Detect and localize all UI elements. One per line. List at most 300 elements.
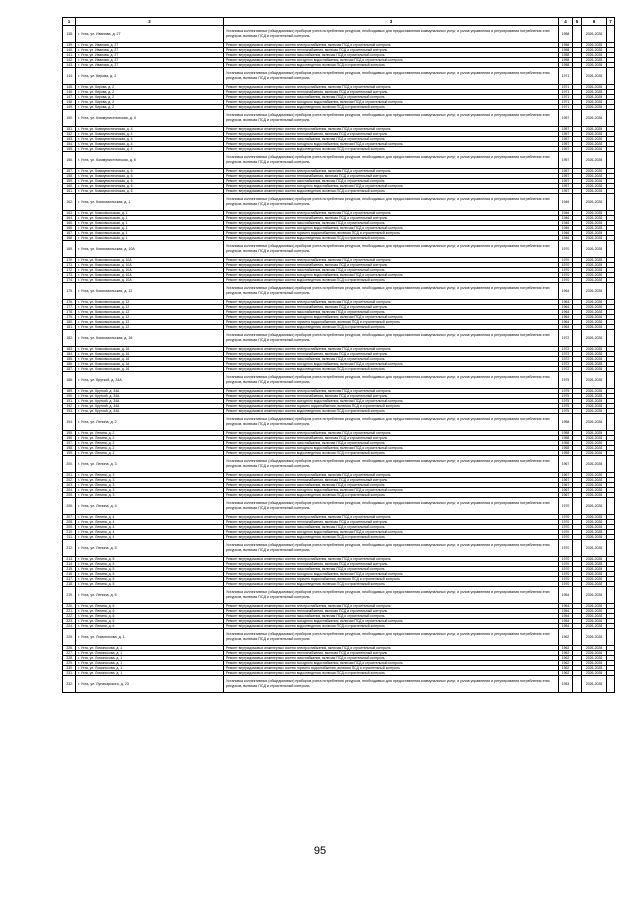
empty-cell bbox=[607, 629, 615, 646]
year-cell: 1962 bbox=[559, 666, 573, 671]
year-cell: 1972 bbox=[559, 330, 573, 347]
address-cell: г. Ухта, ул. Коммунистическая, д. 4 bbox=[76, 127, 224, 132]
work-type-cell: Установка коллективных (общедомовых) приборов учета потребления ресурсов, необходимых для предоставления коммунальных услуг, и узлов управления и регулирования потребления этих ресурсов, включая ПСД и строительный контроль bbox=[224, 283, 559, 300]
works-table bbox=[62, 17, 615, 693]
address-cell: г. Ухта, ул. Ленина, д. 4 bbox=[76, 520, 224, 525]
empty-cell bbox=[607, 498, 615, 515]
year-cell: 1958 bbox=[559, 26, 573, 43]
empty-cell bbox=[573, 676, 582, 693]
address-cell: г. Ухта, ул. Комсомольская, д. 1 bbox=[76, 221, 224, 226]
period-cell: 2026-2028 bbox=[582, 520, 607, 525]
row-number: 164. bbox=[63, 216, 76, 221]
work-type-cell: Установка коллективных (общедомовых) приборов учета потребления ресурсов, необходимых для предоставления коммунальных услуг, и узлов управления и регулирования потребления этих ресурсов, включая ПСД и строительный контроль bbox=[224, 152, 559, 169]
year-cell: 1970 bbox=[559, 258, 573, 263]
work-type-cell: Ремонт внутридомовых инженерных систем водоотведения, включая ПСД и строительный контроль bbox=[224, 582, 559, 587]
work-type-cell: Ремонт внутридомовых инженерных систем электроснабжения, включая ПСД и строительный контроль bbox=[224, 604, 559, 609]
work-type-cell: Ремонт внутридомовых инженерных систем теплоснабжения, включая ПСД и строительный контроль bbox=[224, 520, 559, 525]
year-cell: 1970 bbox=[559, 567, 573, 572]
work-type-cell: Установка коллективных (общедомовых) приборов учета потребления ресурсов, необходимых для предоставления коммунальных услуг, и узлов управления и регулирования потребления этих ресурсов, включая ПСД и строительный контроль bbox=[224, 26, 559, 43]
row-number: 229. bbox=[63, 661, 76, 666]
year-cell: 1970 bbox=[559, 273, 573, 278]
work-type-cell: Ремонт внутридомовых инженерных систем теплоснабжения, включая ПСД и строительный контроль bbox=[224, 609, 559, 614]
period-cell: 2026-2028 bbox=[582, 357, 607, 362]
work-type-cell: Ремонт внутридомовых инженерных систем газоснабжения, включая ПСД и строительный контроль bbox=[224, 221, 559, 226]
row-number: 203. bbox=[63, 483, 76, 488]
period-cell: 2026-2028 bbox=[582, 651, 607, 656]
row-number: 219. bbox=[63, 587, 76, 604]
table-row bbox=[63, 330, 615, 347]
register-sheet bbox=[62, 17, 614, 693]
address-cell: г. Ухта, ул. Ломоносова, д. 1 bbox=[76, 646, 224, 651]
address-cell: г. Ухта, ул. Коммунистическая, д. 4 bbox=[76, 110, 224, 127]
column-number-header bbox=[63, 18, 615, 26]
work-type-cell: Ремонт внутридомовых инженерных систем холодного водоснабжения, включая ПСД и строительный контроль bbox=[224, 58, 559, 63]
year-cell: 1972 bbox=[559, 352, 573, 357]
address-cell: г. Ухта, ул. Комсомольская, д. 1 bbox=[76, 231, 224, 236]
row-number: 202. bbox=[63, 478, 76, 483]
period-cell: 2026-2028 bbox=[582, 278, 607, 283]
row-number: 173. bbox=[63, 273, 76, 278]
table-row bbox=[63, 68, 615, 85]
work-type-cell: Ремонт внутридомовых инженерных систем водоотведения, включая ПСД и строительный контроль bbox=[224, 325, 559, 330]
work-type-cell: Ремонт внутридомовых инженерных систем электроснабжения, включая ПСД и строительный контроль bbox=[224, 646, 559, 651]
year-cell: 1962 bbox=[559, 651, 573, 656]
year-cell: 1962 bbox=[559, 629, 573, 646]
address-cell: г. Ухта, ул. Круткой, д. 34А bbox=[76, 372, 224, 389]
year-cell: 1967 bbox=[559, 483, 573, 488]
row-number: 181. bbox=[63, 325, 76, 330]
work-type-cell: Ремонт внутридомовых инженерных систем холодного водоснабжения, включая ПСД и строительный контроль bbox=[224, 362, 559, 367]
work-type-cell: Установка коллективных (общедомовых) приборов учета потребления ресурсов, необходимых для предоставления коммунальных услуг, и узлов управления и регулирования потребления этих ресурсов, включая ПСД и строительный контроль bbox=[224, 68, 559, 85]
period-cell: 2026-2028 bbox=[582, 540, 607, 557]
row-number: 204. bbox=[63, 488, 76, 493]
address-cell: г. Ухта, ул. Иванова, д. 27 bbox=[76, 48, 224, 53]
year-cell: 1957 bbox=[559, 184, 573, 189]
row-number: 228. bbox=[63, 656, 76, 661]
year-cell: 1975 bbox=[559, 394, 573, 399]
row-number: 184. bbox=[63, 352, 76, 357]
work-type-cell: Ремонт внутридомовых инженерных систем горячего водоснабжения, включая ПСД и строительный контроль bbox=[224, 320, 559, 325]
address-cell: г. Ухта, ул. Комсомольская, д. 12 bbox=[76, 320, 224, 325]
address-cell: г. Ухта, ул. Ломоносова, д. 1 bbox=[76, 629, 224, 646]
year-cell: 1957 bbox=[559, 147, 573, 152]
address-cell: г. Ухта, ул. Ленина, д. 2 bbox=[76, 441, 224, 446]
address-cell: г. Ухта, ул. Иванова, д. 27 bbox=[76, 53, 224, 58]
address-cell: г. Ухта, ул. Комсомольская, д. 1 bbox=[76, 226, 224, 231]
empty-cell bbox=[607, 152, 615, 169]
work-type-cell: Ремонт внутридомовых инженерных систем газоснабжения, включая ПСД и строительный контроль bbox=[224, 268, 559, 273]
work-type-cell: Ремонт внутридомовых инженерных систем теплоснабжения, включая ПСД и строительный контроль bbox=[224, 174, 559, 179]
address-cell: г. Ухта, ул. Ленина, д. 6 bbox=[76, 604, 224, 609]
work-type-cell: Ремонт внутридомовых инженерных систем газоснабжения, включая ПСД и строительный контроль bbox=[224, 525, 559, 530]
work-type-cell: Ремонт внутридомовых инженерных систем газоснабжения, включая ПСД и строительный контроль bbox=[224, 179, 559, 184]
period-cell: 2026-2028 bbox=[582, 614, 607, 619]
work-type-cell: Ремонт внутридомовых инженерных систем водоотведения, включая ПСД и строительный контроль bbox=[224, 63, 559, 68]
row-number: 183. bbox=[63, 347, 76, 352]
period-cell: 2026-2028 bbox=[582, 671, 607, 676]
work-type-cell: Ремонт внутридомовых инженерных систем водоотведения, включая ПСД и строительный контроль bbox=[224, 278, 559, 283]
year-cell: 1946 bbox=[559, 211, 573, 216]
empty-cell bbox=[607, 241, 615, 258]
work-type-cell: Ремонт внутридомовых инженерных систем электроснабжения, включая ПСД и строительный контроль bbox=[224, 43, 559, 48]
work-type-cell: Установка коллективных (общедомовых) приборов учета потребления ресурсов, необходимых для предоставления коммунальных услуг, и узлов управления и регулирования потребления этих ресурсов, включая ПСД и строительный контроль bbox=[224, 110, 559, 127]
row-number: 166. bbox=[63, 226, 76, 231]
year-cell: 1946 bbox=[559, 236, 573, 241]
address-cell: г. Ухта, ул. Ленина, д. 4 bbox=[76, 530, 224, 535]
year-cell: 1954 bbox=[559, 587, 573, 604]
period-cell: 2026-2028 bbox=[582, 367, 607, 372]
address-cell: г. Ухта, ул. Ленина, д. 3 bbox=[76, 478, 224, 483]
row-number: 150. bbox=[63, 110, 76, 127]
year-cell: 1975 bbox=[559, 389, 573, 394]
address-cell: г. Ухта, ул. Ленина, д. 3 bbox=[76, 483, 224, 488]
work-type-cell: Установка коллективных (общедомовых) приборов учета потребления ресурсов, необходимых для предоставления коммунальных услуг, и узлов управления и регулирования потребления этих ресурсов, включая ПСД и строительный контроль bbox=[224, 587, 559, 604]
empty-cell bbox=[607, 676, 615, 693]
period-cell: 2026-2028 bbox=[582, 268, 607, 273]
period-cell: 2026-2028 bbox=[582, 226, 607, 231]
year-cell: 1962 bbox=[559, 671, 573, 676]
table-row bbox=[63, 241, 615, 258]
period-cell: 2026-2028 bbox=[582, 305, 607, 310]
year-cell: 1957 bbox=[559, 169, 573, 174]
row-number: 231. bbox=[63, 671, 76, 676]
row-number: 145. bbox=[63, 85, 76, 90]
empty-cell bbox=[573, 587, 582, 604]
address-cell: г. Ухта, ул. Ленина, д. 4 bbox=[76, 525, 224, 530]
table-row bbox=[63, 26, 615, 43]
period-cell: 2026-2028 bbox=[582, 221, 607, 226]
address-cell: г. Ухта, ул. Коммунистическая, д. 4 bbox=[76, 142, 224, 147]
row-number: 213. bbox=[63, 557, 76, 562]
period-cell: 2026-2028 bbox=[582, 483, 607, 488]
work-type-cell: Ремонт внутридомовых инженерных систем водоотведения, включая ПСД и строительный контроль bbox=[224, 105, 559, 110]
work-type-cell: Ремонт внутридомовых инженерных систем электроснабжения, включая ПСД и строительный контроль bbox=[224, 557, 559, 562]
year-cell: 1962 bbox=[559, 656, 573, 661]
period-cell: 2026-2028 bbox=[582, 127, 607, 132]
period-cell: 2026-2028 bbox=[582, 535, 607, 540]
table-row bbox=[63, 372, 615, 389]
work-type-cell: Ремонт внутридомовых инженерных систем электроснабжения, включая ПСД и строительный контроль bbox=[224, 211, 559, 216]
work-type-cell: Ремонт внутридомовых инженерных систем водоотведения, включая ПСД и строительный контроль bbox=[224, 671, 559, 676]
year-cell: 1971 bbox=[559, 95, 573, 100]
year-cell: 1970 bbox=[559, 520, 573, 525]
row-number: 205. bbox=[63, 493, 76, 498]
empty-cell bbox=[573, 194, 582, 211]
address-cell: г. Ухта, ул. Комсомольская, д. 10А bbox=[76, 268, 224, 273]
period-cell: 2026-2028 bbox=[582, 194, 607, 211]
address-cell: г. Ухта, ул. Комсомольская, д. 12 bbox=[76, 310, 224, 315]
year-cell: 1975 bbox=[559, 409, 573, 414]
address-cell: г. Ухта, ул. Комсомольская, д. 12 bbox=[76, 300, 224, 305]
work-type-cell: Ремонт внутридомовых инженерных систем газоснабжения, включая ПСД и строительный контроль bbox=[224, 441, 559, 446]
period-cell: 2026-2028 bbox=[582, 211, 607, 216]
period-cell: 2026-2028 bbox=[582, 352, 607, 357]
row-number: 194. bbox=[63, 414, 76, 431]
work-type-cell: Ремонт внутридомовых инженерных систем холодного водоснабжения, включая ПСД и строительный контроль bbox=[224, 315, 559, 320]
year-cell: 1970 bbox=[559, 268, 573, 273]
address-cell: г. Ухта, ул. Ленина, д. 2 bbox=[76, 414, 224, 431]
period-cell: 2026-2028 bbox=[582, 451, 607, 456]
year-cell: 1962 bbox=[559, 646, 573, 651]
year-cell: 1972 bbox=[559, 362, 573, 367]
row-number: 189. bbox=[63, 389, 76, 394]
year-cell: 1972 bbox=[559, 347, 573, 352]
column-number: 5 bbox=[573, 18, 582, 26]
address-cell: г. Ухта, ул. Ломоносова, д. 1 bbox=[76, 666, 224, 671]
row-number: 199. bbox=[63, 451, 76, 456]
period-cell: 2026-2028 bbox=[582, 137, 607, 142]
work-type-cell: Ремонт внутридомовых инженерных систем холодного водоснабжения, включая ПСД и строительный контроль bbox=[224, 488, 559, 493]
address-cell: г. Ухта, ул. Ленина, д. 5 bbox=[76, 562, 224, 567]
row-number: 210. bbox=[63, 530, 76, 535]
period-cell: 2026-2028 bbox=[582, 362, 607, 367]
row-number: 155. bbox=[63, 147, 76, 152]
work-type-cell: Установка коллективных (общедомовых) приборов учета потребления ресурсов, необходимых для предоставления коммунальных услуг, и узлов управления и регулирования потребления этих ресурсов, включая ПСД и строительный контроль bbox=[224, 456, 559, 473]
work-type-cell: Ремонт внутридомовых инженерных систем водоотведения, включая ПСД и строительный контроль bbox=[224, 535, 559, 540]
period-cell: 2026-2028 bbox=[582, 666, 607, 671]
work-type-cell: Ремонт внутридомовых инженерных систем холодного водоснабжения, включая ПСД и строительный контроль bbox=[224, 446, 559, 451]
row-number: 190. bbox=[63, 394, 76, 399]
period-cell: 2026-2028 bbox=[582, 105, 607, 110]
row-number: 186. bbox=[63, 362, 76, 367]
address-cell: г. Ухта, ул. Ленина, д. 5 bbox=[76, 540, 224, 557]
address-cell: г. Ухта, ул. Ленина, д. 3 bbox=[76, 488, 224, 493]
empty-cell bbox=[607, 372, 615, 389]
period-cell: 2026-2028 bbox=[582, 488, 607, 493]
row-number: 217. bbox=[63, 577, 76, 582]
row-number: 154. bbox=[63, 142, 76, 147]
row-number: 161. bbox=[63, 189, 76, 194]
work-type-cell: Ремонт внутридомовых инженерных систем водоотведения, включая ПСД и строительный контроль bbox=[224, 624, 559, 629]
row-number: 195. bbox=[63, 431, 76, 436]
period-cell: 2026-2028 bbox=[582, 557, 607, 562]
year-cell: 1967 bbox=[559, 493, 573, 498]
address-cell: г. Ухта, ул. Комсомольская, д. 1 bbox=[76, 194, 224, 211]
address-cell: г. Ухта, ул. Комсомольская, д. 16 bbox=[76, 367, 224, 372]
year-cell: 1953 bbox=[559, 676, 573, 693]
period-cell: 2026-2028 bbox=[582, 43, 607, 48]
period-cell: 2026-2028 bbox=[582, 216, 607, 221]
address-cell: г. Ухта, ул. Ленина, д. 3 bbox=[76, 473, 224, 478]
address-cell: г. Ухта, ул. Ломоносова, д. 1 bbox=[76, 671, 224, 676]
row-number: 160. bbox=[63, 184, 76, 189]
work-type-cell: Ремонт внутридомовых инженерных систем теплоснабжения, включая ПСД и строительный контроль bbox=[224, 263, 559, 268]
period-cell: 2026-2028 bbox=[582, 330, 607, 347]
empty-cell bbox=[573, 152, 582, 169]
empty-cell bbox=[573, 241, 582, 258]
row-number: 214. bbox=[63, 562, 76, 567]
work-type-cell: Ремонт внутридомовых инженерных систем водоотведения, включая ПСД и строительный контроль bbox=[224, 147, 559, 152]
address-cell: г. Ухта, ул. Коммунистическая, д. 4 bbox=[76, 137, 224, 142]
year-cell: 1957 bbox=[559, 189, 573, 194]
period-cell: 2026-2028 bbox=[582, 85, 607, 90]
period-cell: 2026-2028 bbox=[582, 263, 607, 268]
table-row bbox=[63, 498, 615, 515]
work-type-cell: Ремонт внутридомовых инженерных систем горячего водоснабжения, включая ПСД и строительный контроль bbox=[224, 404, 559, 409]
address-cell: г. Ухта, ул. Кирова, д. 2 bbox=[76, 90, 224, 95]
work-type-cell: Ремонт внутридомовых инженерных систем холодного водоснабжения, включая ПСД и строительный контроль bbox=[224, 273, 559, 278]
row-number: 208. bbox=[63, 520, 76, 525]
address-cell: г. Ухта, ул. Круткой, д. 34А bbox=[76, 404, 224, 409]
period-cell: 2026-2028 bbox=[582, 189, 607, 194]
row-number: 149. bbox=[63, 105, 76, 110]
work-type-cell: Ремонт внутридомовых инженерных систем теплоснабжения, включая ПСД и строительный контроль bbox=[224, 48, 559, 53]
address-cell: г. Ухта, ул. Коммунистическая, д. 4 bbox=[76, 132, 224, 137]
address-cell: г. Ухта, ул. Ленина, д. 6 bbox=[76, 614, 224, 619]
address-cell: г. Ухта, ул. Кирова, д. 2 bbox=[76, 68, 224, 85]
row-number: 182. bbox=[63, 330, 76, 347]
year-cell: 1958 bbox=[559, 446, 573, 451]
row-number: 144. bbox=[63, 68, 76, 85]
period-cell: 2026-2028 bbox=[582, 572, 607, 577]
address-cell: г. Ухта, ул. Иванова, д. 27 bbox=[76, 26, 224, 43]
row-number: 196. bbox=[63, 436, 76, 441]
year-cell: 1954 bbox=[559, 619, 573, 624]
empty-cell bbox=[607, 68, 615, 85]
year-cell: 1958 bbox=[559, 451, 573, 456]
table-row bbox=[63, 676, 615, 693]
row-number: 207. bbox=[63, 515, 76, 520]
row-number: 141. bbox=[63, 53, 76, 58]
year-cell: 1971 bbox=[559, 68, 573, 85]
row-number: 171. bbox=[63, 263, 76, 268]
row-number: 138. bbox=[63, 26, 76, 43]
work-type-cell: Ремонт внутридомовых инженерных систем водоотведения, включая ПСД и строительный контроль bbox=[224, 409, 559, 414]
year-cell: 1946 bbox=[559, 216, 573, 221]
work-type-cell: Ремонт внутридомовых инженерных систем электроснабжения, включая ПСД и строительный контроль bbox=[224, 473, 559, 478]
year-cell: 1958 bbox=[559, 43, 573, 48]
year-cell: 1958 bbox=[559, 441, 573, 446]
work-type-cell: Ремонт внутридомовых инженерных систем холодного водоснабжения, включая ПСД и строительный контроль bbox=[224, 399, 559, 404]
row-number: 178. bbox=[63, 310, 76, 315]
year-cell: 1971 bbox=[559, 90, 573, 95]
column-number: 3 bbox=[224, 18, 559, 26]
row-number: 174. bbox=[63, 278, 76, 283]
empty-cell bbox=[573, 414, 582, 431]
period-cell: 2026-2028 bbox=[582, 236, 607, 241]
row-number: 223. bbox=[63, 619, 76, 624]
table-row bbox=[63, 456, 615, 473]
address-cell: г. Ухта, ул. Ленина, д. 2 bbox=[76, 436, 224, 441]
empty-cell bbox=[607, 330, 615, 347]
empty-cell bbox=[573, 26, 582, 43]
year-cell: 1958 bbox=[559, 431, 573, 436]
period-cell: 2026-2028 bbox=[582, 258, 607, 263]
address-cell: г. Ухта, ул. Ленина, д. 5 bbox=[76, 572, 224, 577]
address-cell: г. Ухта, ул. Комсомольская, д. 1 bbox=[76, 211, 224, 216]
period-cell: 2026-2028 bbox=[582, 409, 607, 414]
empty-cell bbox=[573, 540, 582, 557]
year-cell: 1970 bbox=[559, 577, 573, 582]
period-cell: 2026-2028 bbox=[582, 646, 607, 651]
row-number: 192. bbox=[63, 404, 76, 409]
row-number: 191. bbox=[63, 399, 76, 404]
work-type-cell: Ремонт внутридомовых инженерных систем электроснабжения, включая ПСД и строительный контроль bbox=[224, 258, 559, 263]
row-number: 218. bbox=[63, 582, 76, 587]
work-type-cell: Установка коллективных (общедомовых) приборов учета потребления ресурсов, необходимых для предоставления коммунальных услуг, и узлов управления и регулирования потребления этих ресурсов, включая ПСД и строительный контроль bbox=[224, 414, 559, 431]
address-cell: г. Ухта, ул. Ленина, д. 2 bbox=[76, 431, 224, 436]
empty-cell bbox=[573, 283, 582, 300]
period-cell: 2026-2028 bbox=[582, 441, 607, 446]
address-cell: г. Ухта, ул. Комсомольская, д. 16 bbox=[76, 352, 224, 357]
work-type-cell: Ремонт внутридомовых инженерных систем холодного водоснабжения, включая ПСД и строительный контроль bbox=[224, 100, 559, 105]
year-cell: 1958 bbox=[559, 414, 573, 431]
period-cell: 2026-2028 bbox=[582, 525, 607, 530]
work-type-cell: Установка коллективных (общедомовых) приборов учета потребления ресурсов, необходимых для предоставления коммунальных услуг, и узлов управления и регулирования потребления этих ресурсов, включая ПСД и строительный контроль bbox=[224, 540, 559, 557]
period-cell: 2026-2028 bbox=[582, 241, 607, 258]
empty-cell bbox=[573, 372, 582, 389]
address-cell: г. Ухта, ул. Иванова, д. 27 bbox=[76, 58, 224, 63]
row-number: 224. bbox=[63, 624, 76, 629]
table-row bbox=[63, 587, 615, 604]
address-cell: г. Ухта, ул. Коммунистическая, д. 6 bbox=[76, 179, 224, 184]
address-cell: г. Ухта, ул. Ленина, д. 6 bbox=[76, 624, 224, 629]
empty-cell bbox=[607, 26, 615, 43]
row-number: 211. bbox=[63, 535, 76, 540]
work-type-cell: Установка коллективных (общедомовых) приборов учета потребления ресурсов, необходимых для предоставления коммунальных услуг, и узлов управления и регулирования потребления этих ресурсов, включая ПСД и строительный контроль bbox=[224, 629, 559, 646]
row-number: 232. bbox=[63, 676, 76, 693]
work-type-cell: Ремонт внутридомовых инженерных систем горячего водоснабжения, включая ПСД и строительный контроль bbox=[224, 666, 559, 671]
empty-cell bbox=[573, 456, 582, 473]
year-cell: 1946 bbox=[559, 194, 573, 211]
row-number: 162. bbox=[63, 194, 76, 211]
period-cell: 2026-2028 bbox=[582, 231, 607, 236]
row-number: 157. bbox=[63, 169, 76, 174]
period-cell: 2026-2028 bbox=[582, 58, 607, 63]
row-number: 165. bbox=[63, 221, 76, 226]
year-cell: 1954 bbox=[559, 624, 573, 629]
year-cell: 1970 bbox=[559, 241, 573, 258]
work-type-cell: Ремонт внутридомовых инженерных систем газоснабжения, включая ПСД и строительный контроль bbox=[224, 310, 559, 315]
row-number: 146. bbox=[63, 90, 76, 95]
address-cell: г. Ухта, ул. Комсомольская, д. 12 bbox=[76, 315, 224, 320]
work-type-cell: Ремонт внутридомовых инженерных систем газоснабжения, включая ПСД и строительный контроль bbox=[224, 614, 559, 619]
address-cell: г. Ухта, ул. Комсомольская, д. 1 bbox=[76, 216, 224, 221]
work-type-cell: Ремонт внутридомовых инженерных систем теплоснабжения, включая ПСД и строительный контроль bbox=[224, 90, 559, 95]
address-cell: г. Ухта, ул. Комсомольская, д. 10А bbox=[76, 241, 224, 258]
address-cell: г. Ухта, ул. Ленина, д. 5 bbox=[76, 557, 224, 562]
work-type-cell: Ремонт внутридомовых инженерных систем газоснабжения, включая ПСД и строительный контроль bbox=[224, 137, 559, 142]
address-cell: г. Ухта, ул. Ленина, д. 3 bbox=[76, 456, 224, 473]
year-cell: 1970 bbox=[559, 557, 573, 562]
address-cell: г. Ухта, ул. Кирова, д. 2 bbox=[76, 85, 224, 90]
work-type-cell: Ремонт внутридомовых инженерных систем холодного водоснабжения, включая ПСД и строительный контроль bbox=[224, 661, 559, 666]
period-cell: 2026-2028 bbox=[582, 68, 607, 85]
period-cell: 2026-2028 bbox=[582, 174, 607, 179]
year-cell: 1954 bbox=[559, 614, 573, 619]
work-type-cell: Ремонт внутридомовых инженерных систем холодного водоснабжения, включая ПСД и строительный контроль bbox=[224, 530, 559, 535]
work-type-cell: Ремонт внутридомовых инженерных систем холодного водоснабжения, включая ПСД и строительный контроль bbox=[224, 572, 559, 577]
table-row bbox=[63, 414, 615, 431]
period-cell: 2026-2028 bbox=[582, 587, 607, 604]
work-type-cell: Установка коллективных (общедомовых) приборов учета потребления ресурсов, необходимых для предоставления коммунальных услуг, и узлов управления и регулирования потребления этих ресурсов, включая ПСД и строительный контроль bbox=[224, 498, 559, 515]
address-cell: г. Ухта, ул. Круткой, д. 34А bbox=[76, 399, 224, 404]
address-cell: г. Ухта, ул. Коммунистическая, д. 6 bbox=[76, 169, 224, 174]
row-number: 151. bbox=[63, 127, 76, 132]
address-cell: г. Ухта, ул. Луначарского, д. 23 bbox=[76, 676, 224, 693]
address-cell: г. Ухта, ул. Комсомольская, д. 1 bbox=[76, 236, 224, 241]
year-cell: 1957 bbox=[559, 174, 573, 179]
period-cell: 2026-2028 bbox=[582, 315, 607, 320]
period-cell: 2026-2028 bbox=[582, 619, 607, 624]
page-number: 95 bbox=[313, 845, 327, 857]
row-number: 206. bbox=[63, 498, 76, 515]
work-type-cell: Ремонт внутридомовых инженерных систем электроснабжения, включая ПСД и строительный контроль bbox=[224, 85, 559, 90]
period-cell: 2026-2028 bbox=[582, 283, 607, 300]
period-cell: 2026-2028 bbox=[582, 372, 607, 389]
year-cell: 1967 bbox=[559, 473, 573, 478]
year-cell: 1971 bbox=[559, 100, 573, 105]
